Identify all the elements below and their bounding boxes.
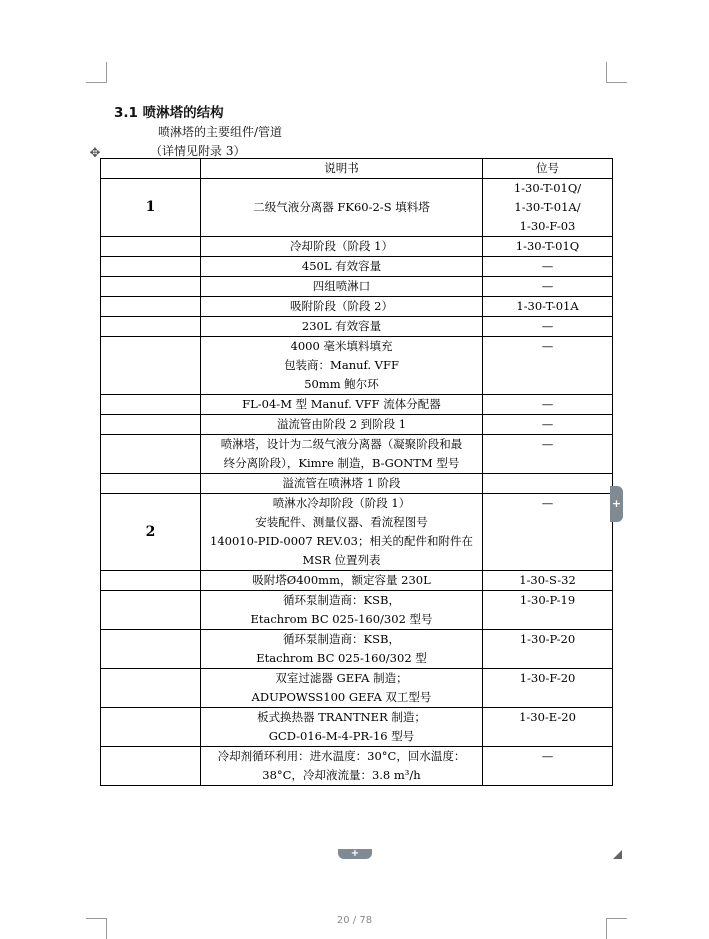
row-number: [101, 415, 201, 435]
row-number: [101, 474, 201, 494]
description-line: 38°C，冷却液流量：3.8 m³/h: [262, 768, 421, 782]
row-tag-code: [483, 708, 613, 747]
table-row: [101, 435, 613, 474]
row-tag-code: [483, 179, 613, 237]
tag-code-line: —: [541, 259, 554, 273]
table-resize-handle-icon[interactable]: [613, 850, 622, 859]
row-description: [201, 708, 483, 747]
row-tag-code: [483, 337, 613, 395]
tag-code-line: 1-30-E-20: [519, 710, 576, 724]
tag-code-line: —: [541, 749, 554, 763]
header-tag-code: 位号: [483, 159, 613, 179]
tag-code-line: 1-30-T-01A: [516, 299, 579, 313]
row-number: [101, 571, 201, 591]
row-description: [201, 435, 483, 474]
tag-code-line: 1-30-F-03: [519, 219, 576, 233]
row-tag-code: [483, 415, 613, 435]
row-number: [101, 297, 201, 317]
description-line: 二级气液分离器 FK60-2-S 填料塔: [253, 200, 430, 214]
description-line: 4000 毫米填料填充: [290, 339, 393, 353]
description-line: 230L 有效容量: [301, 319, 382, 333]
tag-code-line: —: [541, 496, 554, 510]
row-tag-code: [483, 297, 613, 317]
row-tag-code: [483, 591, 613, 630]
row-description: [201, 395, 483, 415]
description-line: 140010-PID-0007 REV.03；相关的配件和附件在: [210, 534, 473, 548]
row-tag-code: [483, 277, 613, 297]
table-row: [101, 337, 613, 395]
description-line: 450L 有效容量: [301, 259, 382, 273]
row-number: [101, 395, 201, 415]
row-tag-code: [483, 395, 613, 415]
row-number: [101, 630, 201, 669]
row-tag-code: [483, 474, 613, 494]
description-line: 板式换热器 TRANTNER 制造；: [257, 710, 426, 724]
tag-code-line: 1-30-T-01A/: [514, 200, 581, 214]
row-tag-code: [483, 494, 613, 571]
table-row: [101, 179, 613, 237]
row-tag-code: [483, 630, 613, 669]
tag-code-line: —: [541, 397, 554, 411]
description-line: MSR 位置列表: [302, 553, 381, 567]
tag-code-line: 1-30-F-20: [519, 671, 576, 685]
description-line: 包装商：Manuf. VFF: [284, 358, 399, 372]
table-row: [101, 494, 613, 571]
description-line: GCD-016-M-4-PR-16 型号: [268, 729, 415, 743]
description-line: 循环泵制造商：KSB，: [283, 593, 400, 607]
header-number: [101, 159, 201, 179]
description-line: 冷却阶段（阶段 1）: [290, 239, 393, 253]
row-number: 1: [101, 179, 201, 237]
row-tag-code: [483, 435, 613, 474]
row-description: [201, 747, 483, 786]
description-line: 溢流管在喷淋塔 1 阶段: [282, 476, 401, 490]
row-description: [201, 297, 483, 317]
description-line: 四组喷淋口: [312, 279, 371, 293]
row-tag-code: [483, 237, 613, 257]
row-number: [101, 337, 201, 395]
add-row-plus-icon[interactable]: +: [338, 849, 372, 859]
row-tag-code: [483, 747, 613, 786]
table-row: [101, 630, 613, 669]
row-number: [101, 708, 201, 747]
table-row: [101, 317, 613, 337]
table-row: [101, 747, 613, 786]
table-row: [101, 237, 613, 257]
row-description: [201, 415, 483, 435]
tag-code-line: 1-30-P-19: [519, 593, 576, 607]
row-description: [201, 630, 483, 669]
description-line: Etachrom BC 025-160/302 型: [256, 651, 427, 665]
tag-code-line: 1-30-S-32: [519, 573, 576, 587]
description-line: FL-04-M 型 Manuf. VFF 流体分配器: [242, 397, 441, 411]
tag-code-line: —: [541, 339, 554, 353]
table-row: [101, 395, 613, 415]
row-description: [201, 337, 483, 395]
table-row: [101, 708, 613, 747]
tag-code-line: —: [541, 437, 554, 451]
row-tag-code: [483, 571, 613, 591]
crop-mark-top-right: [606, 62, 627, 83]
row-description: [201, 669, 483, 708]
description-line: 冷却剂循环利用：进水温度：30°C，回水温度：: [217, 749, 466, 763]
row-number: [101, 591, 201, 630]
table-row: [101, 571, 613, 591]
row-description: [201, 237, 483, 257]
components-table: [100, 158, 613, 786]
table-row: [101, 474, 613, 494]
table-row: [101, 277, 613, 297]
row-number: [101, 747, 201, 786]
table-row: [101, 257, 613, 277]
table-row: [101, 591, 613, 630]
description-line: 喷淋水冷却阶段（阶段 1）: [272, 496, 411, 510]
section-heading: 3.1 喷淋塔的结构: [114, 105, 224, 121]
description-line: 吸附阶段（阶段 2）: [290, 299, 393, 313]
row-description: [201, 591, 483, 630]
row-description: [201, 474, 483, 494]
description-line: 终分离阶段），Kimre 制造，B-GONTM 型号: [223, 456, 460, 470]
description-line: 50mm 鲍尔环: [304, 377, 379, 391]
row-tag-code: [483, 317, 613, 337]
tag-code-line: 1-30-T-01Q/: [513, 181, 582, 195]
row-number: [101, 669, 201, 708]
table-row: [101, 297, 613, 317]
table-move-handle-icon[interactable]: ✥: [89, 146, 101, 161]
description-line: 双室过滤器 GEFA 制造；: [275, 671, 408, 685]
row-tag-code: [483, 257, 613, 277]
tag-code-line: —: [541, 319, 554, 333]
row-description: [201, 257, 483, 277]
tag-code-line: —: [541, 417, 554, 431]
crop-mark-top-left: [86, 62, 107, 83]
description-line: 喷淋塔，设计为二级气液分离器（凝聚阶段和最: [220, 437, 463, 451]
row-description: [201, 494, 483, 571]
add-column-plus-icon[interactable]: +: [610, 486, 623, 522]
description-line: 吸附塔Ø400mm，额定容量 230L: [252, 573, 431, 587]
description-line: Etachrom BC 025-160/302 型号: [250, 612, 433, 626]
section-subtitle: 喷淋塔的主要组件/管道: [158, 125, 283, 139]
table-row: [101, 669, 613, 708]
tag-code-line: 1-30-T-01Q: [515, 239, 580, 253]
row-number: [101, 435, 201, 474]
tag-code-line: 1-30-P-20: [519, 632, 576, 646]
description-line: 循环泵制造商：KSB，: [283, 632, 400, 646]
header-description: 说明书: [201, 159, 483, 179]
page-number: 20 / 78: [336, 915, 373, 926]
row-description: [201, 317, 483, 337]
section-note: （详情见附录 3）: [150, 144, 246, 158]
row-description: [201, 277, 483, 297]
tag-code-line: —: [541, 279, 554, 293]
table-header-row: [101, 159, 613, 179]
row-number: [101, 237, 201, 257]
row-tag-code: [483, 669, 613, 708]
row-number: 2: [101, 494, 201, 571]
table-row: [101, 415, 613, 435]
description-line: ADUPOWSS100 GEFA 双工型号: [251, 690, 432, 704]
row-number: [101, 257, 201, 277]
row-description: [201, 571, 483, 591]
row-number: [101, 277, 201, 297]
row-description: [201, 179, 483, 237]
description-line: 安装配件、测量仪器、看流程图号: [255, 515, 428, 529]
description-line: 溢流管由阶段 2 到阶段 1: [276, 417, 407, 431]
row-number: [101, 317, 201, 337]
